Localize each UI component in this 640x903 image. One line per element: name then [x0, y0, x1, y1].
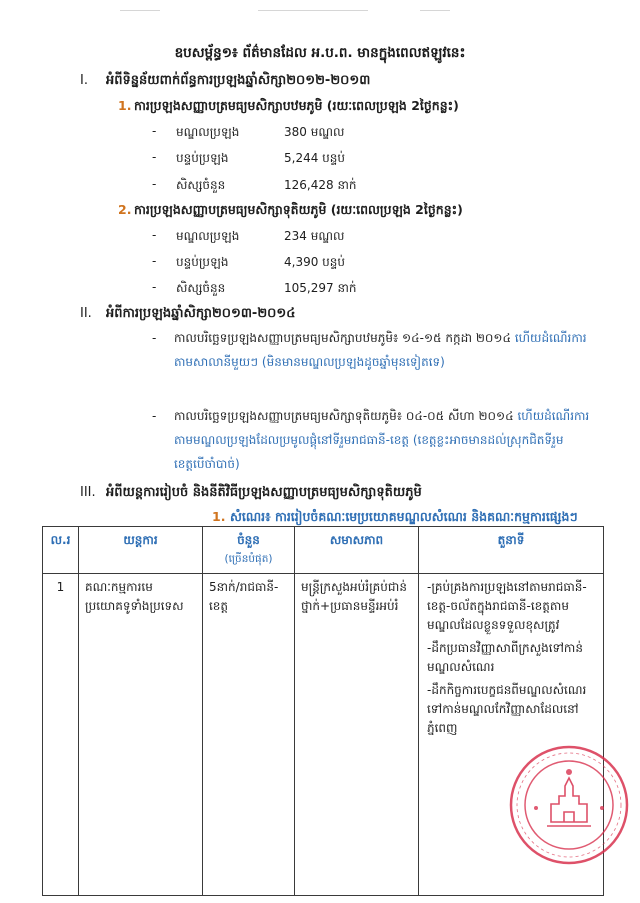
bullet-dash: - — [152, 331, 157, 345]
header-duties: តួនាទី — [419, 527, 604, 574]
stat-value: 105,297 នាក់ — [284, 281, 357, 295]
header-no: ល.រ — [43, 527, 79, 574]
stat-value: 5,244 បន្ទប់ — [284, 151, 346, 165]
bullet-dash: - — [152, 254, 157, 268]
table-title-number: 1. — [212, 509, 226, 524]
note-highlight-text: ហើយដំណើរការតាមសាលានីមួយៗ (មិនមានមណ្ឌលប្រឡងដូចឆ្នាំមុនទៀតទេ) — [174, 331, 587, 369]
cell-mechanism: គណៈកម្មការមេប្រយោគទូទាំងប្រទេស — [79, 574, 203, 896]
section-2-title: អំពីការប្រឡងឆ្នាំសិក្សា២០១៣-២០១៤ — [106, 306, 296, 321]
section-3-heading — [80, 484, 422, 503]
header-composition: សមាសភាព — [295, 527, 419, 574]
stat-value: 4,390 បន្ទប់ — [284, 255, 346, 269]
note-text — [174, 404, 592, 476]
bullet-dash: - — [152, 409, 157, 423]
exam-date-note — [152, 326, 592, 398]
section-2-heading — [80, 305, 295, 324]
subsection-1-1-heading — [118, 98, 459, 117]
duty-item: -ដឹកកិច្ចការបេក្ខជនពីមណ្ឌលសំណេរទៅកាន់មណ្ឌលកែវិញ្ញាសាដែលនៅភ្នំពេញ — [427, 683, 587, 735]
table-header-row — [43, 527, 604, 574]
note-date-text: កាលបរិច្ឆេទប្រឡងសញ្ញាបត្រមធ្យមសិក្សាទុតិយភូមិ៖ ០៤-០៥ សីហា ២០១៤ — [174, 409, 514, 423]
cell-no: 1 — [43, 574, 79, 896]
subsection-1-1-title: ការប្រឡងសញ្ញាបត្រមធ្យមសិក្សាបឋមភូមិ (រយៈពេលប្រឡង 2ថ្ងៃកន្លះ) — [134, 98, 459, 113]
exam-date-note — [152, 404, 592, 476]
cell-composition: មន្ត្រីក្រសួងអប់រំគ្រប់ជាន់ថ្នាក់+ប្រធានមន្ទីរអប់រំ — [295, 574, 419, 896]
subsection-1-2-number: 2. — [118, 202, 132, 217]
scan-edge-marks — [0, 0, 640, 14]
stat-value: 234 មណ្ឌល — [284, 229, 345, 243]
bullet-dash: - — [152, 150, 157, 164]
subsection-1-2-title: ការប្រឡងសញ្ញាបត្រមធ្យមសិក្សាទុតិយភូមិ (រយៈពេលប្រឡង 2ថ្ងៃកន្លះ) — [134, 202, 463, 217]
section-2-number: II. — [80, 306, 92, 321]
stat-label: មណ្ឌលប្រឡង — [176, 125, 240, 139]
section-1-heading — [80, 72, 370, 91]
stat-label: សិស្សចំនួន — [176, 178, 226, 192]
official-seal-stamp — [506, 742, 632, 868]
note-text — [174, 326, 592, 374]
cell-count: 5នាក់/រាជធានី-ខេត្ត — [203, 574, 295, 896]
section-1-title: អំពីទិន្នន័យពាក់ព័ន្ធការប្រឡងឆ្នាំសិក្សា២០១២-២០១៣ — [106, 73, 371, 88]
header-count-sublabel: (ច្រើនបំផុត) — [224, 553, 273, 565]
subsection-1-2-heading — [118, 202, 463, 221]
note-date-text: កាលបរិច្ឆេទប្រឡងសញ្ញាបត្រមធ្យមសិក្សាបឋមភូមិ៖ ១៤-១៥ កក្កដា ២០១៤ — [174, 331, 511, 345]
duty-item: -គ្រប់គ្រងការប្រឡងនៅតាមរាជធានី-ខេត្ត-ចល័តក្នុងរាជធានី-ខេត្តតាមមណ្ឌលដែលខ្លួនទទួលខុសត្រូវ — [427, 580, 587, 632]
stat-label: បន្ទប់ប្រឡង — [176, 255, 229, 269]
stat-label: បន្ទប់ប្រឡង — [176, 151, 229, 165]
header-count — [203, 527, 295, 574]
duty-item: -ដឹកប្រធានវិញ្ញាសាពីក្រសួងទៅកាន់មណ្ឌលសំណេរ — [427, 641, 583, 674]
bullet-dash: - — [152, 124, 157, 138]
bullet-dash: - — [152, 280, 157, 294]
section-3-title: អំពីយន្តការរៀបចំ និងនីតិវិធីប្រឡងសញ្ញាបត្រមធ្យមសិក្សាទុតិយភូមិ — [106, 485, 422, 500]
stat-label: សិស្សចំនួន — [176, 281, 226, 295]
header-mechanism: យន្តការ — [79, 527, 203, 574]
section-3-number: III. — [80, 485, 96, 500]
table-title-text: សំណេរ៖ ការរៀបចំគណៈមេប្រយោគមណ្ឌលសំណេរ និងគណៈកម្មការផ្សេងៗ — [230, 509, 578, 524]
stat-value: 380 មណ្ឌល — [284, 125, 345, 139]
section-1-number: I. — [80, 73, 88, 88]
bullet-dash: - — [152, 228, 157, 242]
stat-value: 126,428 នាក់ — [284, 178, 357, 192]
stat-label: មណ្ឌលប្រឡង — [176, 229, 240, 243]
subsection-1-1-number: 1. — [118, 98, 132, 113]
note-highlight-text: ហើយដំណើរការតាមមណ្ឌលប្រឡងដែលប្រមូលផ្តុំនៅទីរួមរាជធានី-ខេត្ត (ខេត្តខ្លះអាចមានដល់ស្រុកជិតទីរួមខេត្តបើចាំបាច់) — [174, 409, 590, 471]
page-title: ឧបសម្ព័ន្ធ១៖ ព័ត៌មានដែល អ.ប.ព. មានក្នុងពេលឥឡូវនេះ — [174, 45, 466, 61]
header-count-label: ចំនួន — [237, 533, 260, 547]
bullet-dash: - — [152, 177, 157, 191]
